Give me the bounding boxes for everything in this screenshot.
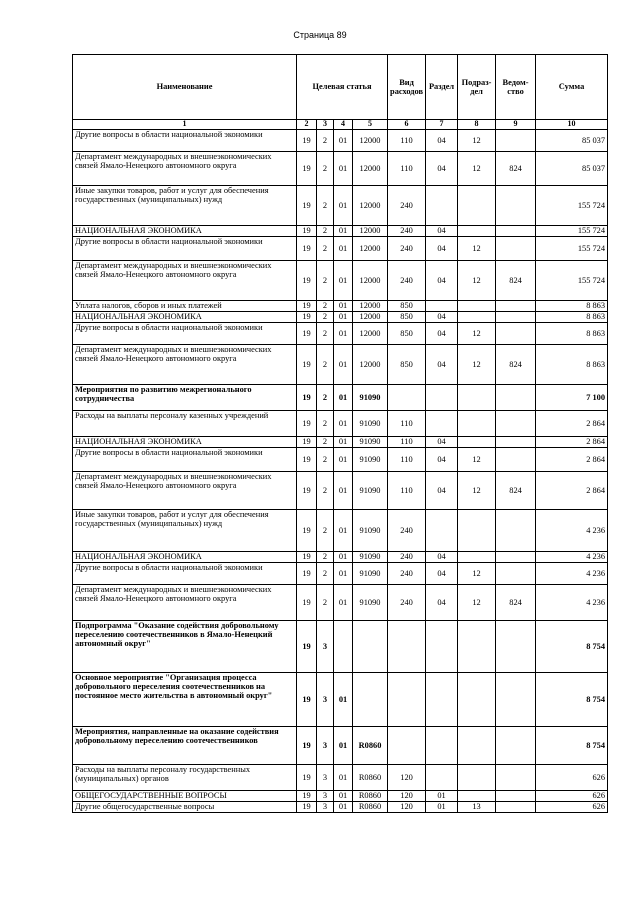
expense-kind: 850 <box>388 323 426 345</box>
target-code-direction: 12000 <box>353 226 388 237</box>
target-code-program: 19 <box>297 727 317 765</box>
subsection-code <box>458 765 496 791</box>
department-code <box>496 802 536 813</box>
subsection-code <box>458 510 496 552</box>
section-code: 04 <box>426 130 458 152</box>
department-code <box>496 312 536 323</box>
target-code-direction: 12000 <box>353 152 388 186</box>
expense-kind: 240 <box>388 552 426 563</box>
amount: 626 <box>536 791 608 802</box>
target-code-subprogram: 2 <box>317 563 334 585</box>
table-row <box>73 765 608 791</box>
row-name: Расходы на выплаты персоналу казенных учреждений <box>73 411 297 437</box>
subsection-code: 12 <box>458 563 496 585</box>
target-code-direction: R0860 <box>353 765 388 791</box>
row-name: Основное мероприятие "Организация процесса добровольного переселения соотечественников на постоянное место жительства в автономный округ" <box>73 673 297 727</box>
amount: 2 864 <box>536 448 608 472</box>
expense-kind: 850 <box>388 345 426 385</box>
department-code: 824 <box>496 152 536 186</box>
department-code: 824 <box>496 261 536 301</box>
target-code-direction: R0860 <box>353 727 388 765</box>
target-code-direction <box>353 673 388 727</box>
target-code-event: 01 <box>334 552 353 563</box>
section-code <box>426 727 458 765</box>
row-name: Другие общегосударственные вопросы <box>73 802 297 813</box>
target-code-direction: 12000 <box>353 261 388 301</box>
section-code: 04 <box>426 261 458 301</box>
section-code <box>426 301 458 312</box>
target-code-event: 01 <box>334 448 353 472</box>
target-code-event: 01 <box>334 312 353 323</box>
target-code-subprogram: 2 <box>317 472 334 510</box>
section-code <box>426 673 458 727</box>
table-row <box>73 510 608 552</box>
expense-kind: 240 <box>388 226 426 237</box>
table-row <box>73 472 608 510</box>
target-code-direction: R0860 <box>353 791 388 802</box>
target-code-program: 19 <box>297 345 317 385</box>
target-code-subprogram: 2 <box>317 312 334 323</box>
target-code-event: 01 <box>334 510 353 552</box>
header-name: Наименование <box>73 55 297 120</box>
row-name: Мероприятия по развитию межрегионального сотрудничества <box>73 385 297 411</box>
target-code-event: 01 <box>334 472 353 510</box>
expense-kind: 240 <box>388 510 426 552</box>
row-name: ОБЩЕГОСУДАРСТВЕННЫЕ ВОПРОСЫ <box>73 791 297 802</box>
section-code <box>426 411 458 437</box>
department-code <box>496 437 536 448</box>
expense-kind: 240 <box>388 186 426 226</box>
department-code <box>496 727 536 765</box>
target-code-subprogram: 3 <box>317 765 334 791</box>
target-code-subprogram: 2 <box>317 448 334 472</box>
target-code-event: 01 <box>334 237 353 261</box>
section-code: 04 <box>426 323 458 345</box>
table-row <box>73 301 608 312</box>
target-code-event: 01 <box>334 152 353 186</box>
target-code-program: 19 <box>297 323 317 345</box>
target-code-event: 01 <box>334 791 353 802</box>
amount: 626 <box>536 802 608 813</box>
table-row <box>73 802 608 813</box>
header-target: Целевая статья <box>297 55 388 120</box>
row-name: НАЦИОНАЛЬНАЯ ЭКОНОМИКА <box>73 437 297 448</box>
amount: 626 <box>536 765 608 791</box>
section-code: 04 <box>426 585 458 621</box>
target-code-program: 19 <box>297 186 317 226</box>
target-code-subprogram: 2 <box>317 510 334 552</box>
table-row <box>73 621 608 673</box>
row-name: Мероприятия, направленные на оказание содействия добровольному переселению соотечественников <box>73 727 297 765</box>
amount: 155 724 <box>536 237 608 261</box>
target-code-subprogram: 3 <box>317 802 334 813</box>
target-code-event: 01 <box>334 802 353 813</box>
table-row <box>73 791 608 802</box>
expense-kind <box>388 385 426 411</box>
table-row <box>73 437 608 448</box>
subsection-code <box>458 186 496 226</box>
target-code-subprogram: 2 <box>317 226 334 237</box>
department-code <box>496 448 536 472</box>
subsection-code: 12 <box>458 323 496 345</box>
target-code-event: 01 <box>334 186 353 226</box>
amount: 8 754 <box>536 727 608 765</box>
section-code: 04 <box>426 226 458 237</box>
section-code: 04 <box>426 437 458 448</box>
amount: 85 037 <box>536 152 608 186</box>
expense-kind: 240 <box>388 237 426 261</box>
target-code-direction: 91090 <box>353 585 388 621</box>
target-code-direction: 91090 <box>353 552 388 563</box>
target-code-subprogram: 2 <box>317 186 334 226</box>
row-name: НАЦИОНАЛЬНАЯ ЭКОНОМИКА <box>73 312 297 323</box>
department-code <box>496 186 536 226</box>
target-code-program: 19 <box>297 385 317 411</box>
row-name: Иные закупки товаров, работ и услуг для обеспечения государственных (муниципальных) нужд <box>73 186 297 226</box>
target-code-subprogram: 2 <box>317 345 334 385</box>
target-code-direction: 91090 <box>353 437 388 448</box>
subsection-code: 12 <box>458 152 496 186</box>
target-code-direction: 12000 <box>353 323 388 345</box>
amount: 2 864 <box>536 411 608 437</box>
target-code-subprogram: 2 <box>317 130 334 152</box>
target-code-program: 19 <box>297 261 317 301</box>
expense-kind <box>388 673 426 727</box>
department-code <box>496 791 536 802</box>
target-code-event <box>334 621 353 673</box>
table-row <box>73 585 608 621</box>
amount: 8 754 <box>536 621 608 673</box>
target-code-program: 19 <box>297 411 317 437</box>
table-row <box>73 385 608 411</box>
section-code: 04 <box>426 552 458 563</box>
header-kind: Вид расходов <box>388 55 426 120</box>
target-code-program: 19 <box>297 312 317 323</box>
department-code <box>496 563 536 585</box>
target-code-program: 19 <box>297 472 317 510</box>
section-code: 04 <box>426 237 458 261</box>
row-name: Департамент международных и внешнеэкономических связей Ямало-Ненецкого автономного округа <box>73 345 297 385</box>
target-code-event: 01 <box>334 385 353 411</box>
amount: 8 863 <box>536 345 608 385</box>
department-code <box>496 226 536 237</box>
subsection-code <box>458 312 496 323</box>
table-row <box>73 448 608 472</box>
target-code-direction: 12000 <box>353 301 388 312</box>
department-code <box>496 237 536 261</box>
amount: 4 236 <box>536 552 608 563</box>
target-code-direction: 12000 <box>353 130 388 152</box>
row-name: Департамент международных и внешнеэкономических связей Ямало-Ненецкого автономного округа <box>73 152 297 186</box>
row-name: Другие вопросы в области национальной экономики <box>73 448 297 472</box>
row-name: Уплата налогов, сборов и иных платежей <box>73 301 297 312</box>
target-code-program: 19 <box>297 152 317 186</box>
col-num: 5 <box>353 120 388 130</box>
expense-kind: 120 <box>388 802 426 813</box>
expense-kind <box>388 727 426 765</box>
table-row <box>73 226 608 237</box>
column-number-row <box>73 120 608 130</box>
target-code-subprogram: 2 <box>317 411 334 437</box>
target-code-event: 01 <box>334 345 353 385</box>
amount: 155 724 <box>536 186 608 226</box>
department-code <box>496 385 536 411</box>
section-code: 01 <box>426 802 458 813</box>
col-num: 1 <box>73 120 297 130</box>
table-header-row <box>73 55 608 120</box>
amount: 8 863 <box>536 301 608 312</box>
amount: 4 236 <box>536 585 608 621</box>
row-name: Другие вопросы в области национальной экономики <box>73 130 297 152</box>
department-code <box>496 323 536 345</box>
target-code-subprogram: 2 <box>317 437 334 448</box>
subsection-code <box>458 791 496 802</box>
col-num: 4 <box>334 120 353 130</box>
col-num: 10 <box>536 120 608 130</box>
department-code: 824 <box>496 585 536 621</box>
subsection-code <box>458 437 496 448</box>
target-code-subprogram: 2 <box>317 301 334 312</box>
target-code-event: 01 <box>334 261 353 301</box>
table-row <box>73 152 608 186</box>
expense-kind: 850 <box>388 312 426 323</box>
table-row <box>73 261 608 301</box>
header-subsection: Подраз-дел <box>458 55 496 120</box>
target-code-subprogram: 2 <box>317 385 334 411</box>
department-code <box>496 130 536 152</box>
row-name: Расходы на выплаты персоналу государственных (муниципальных) органов <box>73 765 297 791</box>
section-code: 04 <box>426 312 458 323</box>
target-code-subprogram: 2 <box>317 261 334 301</box>
subsection-code: 12 <box>458 472 496 510</box>
section-code <box>426 510 458 552</box>
target-code-event: 01 <box>334 437 353 448</box>
subsection-code <box>458 301 496 312</box>
target-code-event: 01 <box>334 411 353 437</box>
expense-kind: 110 <box>388 130 426 152</box>
target-code-subprogram: 2 <box>317 323 334 345</box>
col-num: 2 <box>297 120 317 130</box>
department-code: 824 <box>496 345 536 385</box>
subsection-code: 12 <box>458 448 496 472</box>
expense-kind: 110 <box>388 448 426 472</box>
amount: 8 754 <box>536 673 608 727</box>
target-code-subprogram: 2 <box>317 552 334 563</box>
expense-kind: 240 <box>388 585 426 621</box>
target-code-direction <box>353 621 388 673</box>
target-code-program: 19 <box>297 585 317 621</box>
target-code-subprogram: 2 <box>317 152 334 186</box>
target-code-subprogram: 3 <box>317 621 334 673</box>
target-code-subprogram: 2 <box>317 237 334 261</box>
department-code <box>496 301 536 312</box>
department-code <box>496 765 536 791</box>
expense-kind: 120 <box>388 791 426 802</box>
target-code-event: 01 <box>334 673 353 727</box>
section-code: 01 <box>426 791 458 802</box>
target-code-event: 01 <box>334 563 353 585</box>
subsection-code: 12 <box>458 237 496 261</box>
section-code: 04 <box>426 563 458 585</box>
target-code-program: 19 <box>297 510 317 552</box>
target-code-program: 19 <box>297 448 317 472</box>
subsection-code <box>458 552 496 563</box>
target-code-direction: 91090 <box>353 472 388 510</box>
department-code <box>496 673 536 727</box>
col-num: 3 <box>317 120 334 130</box>
section-code: 04 <box>426 345 458 385</box>
table-row <box>73 186 608 226</box>
section-code <box>426 186 458 226</box>
department-code <box>496 552 536 563</box>
section-code <box>426 765 458 791</box>
expense-kind: 850 <box>388 301 426 312</box>
subsection-code <box>458 226 496 237</box>
amount: 8 863 <box>536 312 608 323</box>
table-row <box>73 673 608 727</box>
target-code-event: 01 <box>334 765 353 791</box>
target-code-event: 01 <box>334 301 353 312</box>
target-code-direction: 91090 <box>353 510 388 552</box>
subsection-code <box>458 411 496 437</box>
expense-kind: 120 <box>388 765 426 791</box>
section-code <box>426 621 458 673</box>
target-code-program: 19 <box>297 673 317 727</box>
amount: 2 864 <box>536 472 608 510</box>
target-code-direction: 91090 <box>353 448 388 472</box>
expense-kind: 110 <box>388 411 426 437</box>
expense-kind: 110 <box>388 152 426 186</box>
section-code: 04 <box>426 448 458 472</box>
expense-kind: 110 <box>388 472 426 510</box>
target-code-direction: 91090 <box>353 411 388 437</box>
target-code-program: 19 <box>297 552 317 563</box>
target-code-direction: 91090 <box>353 563 388 585</box>
row-name: Департамент международных и внешнеэкономических связей Ямало-Ненецкого автономного округа <box>73 585 297 621</box>
department-code: 824 <box>496 472 536 510</box>
department-code <box>496 411 536 437</box>
col-num: 8 <box>458 120 496 130</box>
table-row <box>73 345 608 385</box>
col-num: 9 <box>496 120 536 130</box>
target-code-subprogram: 3 <box>317 673 334 727</box>
subsection-code <box>458 385 496 411</box>
row-name: НАЦИОНАЛЬНАЯ ЭКОНОМИКА <box>73 226 297 237</box>
table-row <box>73 312 608 323</box>
target-code-event: 01 <box>334 727 353 765</box>
table-row <box>73 411 608 437</box>
section-code: 04 <box>426 472 458 510</box>
department-code <box>496 510 536 552</box>
row-name: Департамент международных и внешнеэкономических связей Ямало-Ненецкого автономного округа <box>73 261 297 301</box>
department-code <box>496 621 536 673</box>
target-code-direction: 12000 <box>353 186 388 226</box>
row-name: Другие вопросы в области национальной экономики <box>73 237 297 261</box>
target-code-direction: 91090 <box>353 385 388 411</box>
row-name: НАЦИОНАЛЬНАЯ ЭКОНОМИКА <box>73 552 297 563</box>
table-row <box>73 563 608 585</box>
target-code-program: 19 <box>297 301 317 312</box>
table-row <box>73 130 608 152</box>
table-row <box>73 727 608 765</box>
target-code-program: 19 <box>297 563 317 585</box>
amount: 155 724 <box>536 261 608 301</box>
target-code-event: 01 <box>334 130 353 152</box>
target-code-direction: 12000 <box>353 345 388 385</box>
subsection-code <box>458 673 496 727</box>
target-code-subprogram: 3 <box>317 791 334 802</box>
section-code <box>426 385 458 411</box>
table-row <box>73 237 608 261</box>
subsection-code: 12 <box>458 345 496 385</box>
table-row <box>73 552 608 563</box>
target-code-subprogram: 2 <box>317 585 334 621</box>
section-code: 04 <box>426 152 458 186</box>
target-code-direction: 12000 <box>353 312 388 323</box>
subsection-code <box>458 727 496 765</box>
subsection-code: 12 <box>458 585 496 621</box>
expense-kind: 240 <box>388 563 426 585</box>
target-code-direction: 12000 <box>353 237 388 261</box>
header-section: Раздел <box>426 55 458 120</box>
expense-kind: 240 <box>388 261 426 301</box>
target-code-event: 01 <box>334 226 353 237</box>
row-name: Департамент международных и внешнеэкономических связей Ямало-Ненецкого автономного округа <box>73 472 297 510</box>
subsection-code <box>458 621 496 673</box>
target-code-program: 19 <box>297 791 317 802</box>
target-code-program: 19 <box>297 621 317 673</box>
amount: 2 864 <box>536 437 608 448</box>
budget-table <box>72 54 608 813</box>
amount: 4 236 <box>536 510 608 552</box>
target-code-program: 19 <box>297 765 317 791</box>
target-code-program: 19 <box>297 237 317 261</box>
row-name: Подпрограмма "Оказание содействия добровольному переселению соотечественников в Ямало-Ненецкий автономный округ" <box>73 621 297 673</box>
target-code-event: 01 <box>334 585 353 621</box>
header-dept: Ведом-ство <box>496 55 536 120</box>
target-code-program: 19 <box>297 226 317 237</box>
col-num: 6 <box>388 120 426 130</box>
subsection-code: 12 <box>458 261 496 301</box>
target-code-direction: R0860 <box>353 802 388 813</box>
header-sum: Сумма <box>536 55 608 120</box>
table-row <box>73 323 608 345</box>
subsection-code: 13 <box>458 802 496 813</box>
amount: 8 863 <box>536 323 608 345</box>
target-code-program: 19 <box>297 130 317 152</box>
target-code-event: 01 <box>334 323 353 345</box>
amount: 7 100 <box>536 385 608 411</box>
target-code-program: 19 <box>297 437 317 448</box>
row-name: Иные закупки товаров, работ и услуг для обеспечения государственных (муниципальных) нужд <box>73 510 297 552</box>
row-name: Другие вопросы в области национальной экономики <box>73 563 297 585</box>
page-number: Страница 89 <box>293 30 347 40</box>
amount: 4 236 <box>536 563 608 585</box>
row-name: Другие вопросы в области национальной экономики <box>73 323 297 345</box>
expense-kind: 110 <box>388 437 426 448</box>
amount: 85 037 <box>536 130 608 152</box>
subsection-code: 12 <box>458 130 496 152</box>
target-code-program: 19 <box>297 802 317 813</box>
target-code-subprogram: 3 <box>317 727 334 765</box>
amount: 155 724 <box>536 226 608 237</box>
col-num: 7 <box>426 120 458 130</box>
expense-kind <box>388 621 426 673</box>
